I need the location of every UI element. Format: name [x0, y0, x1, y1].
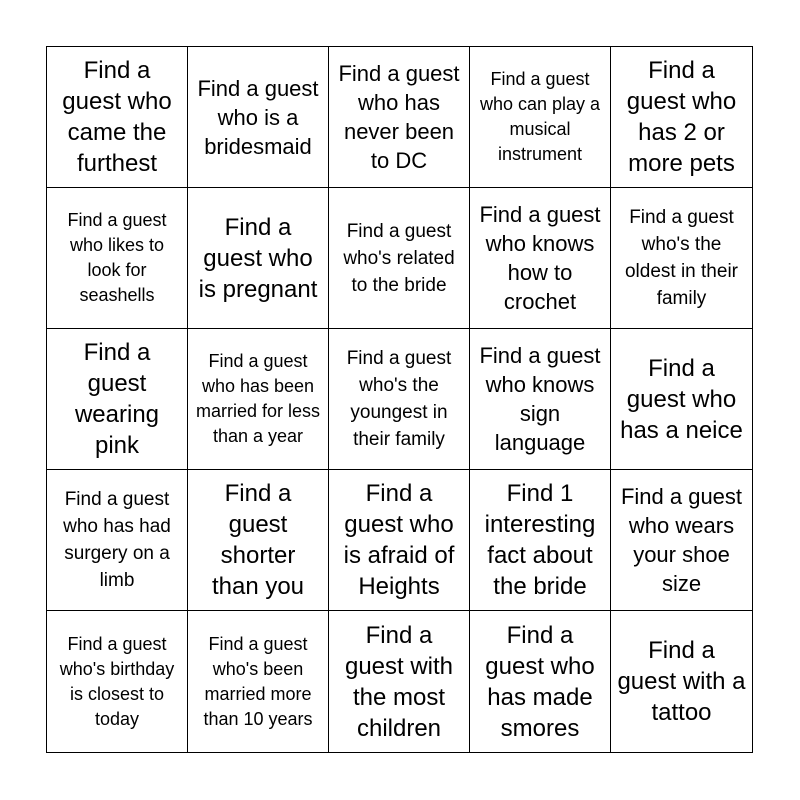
bingo-cell[interactable]: [470, 470, 611, 611]
bingo-cell-text: Find a guest shorter than you: [211, 480, 305, 600]
bingo-cell[interactable]: [188, 47, 329, 188]
bingo-cell-text: Find a guest who is pregnant: [198, 213, 318, 303]
bingo-cell[interactable]: [611, 329, 752, 470]
bingo-cell[interactable]: [470, 611, 611, 752]
bingo-cell-text: Find a guest who is a bridesmaid: [197, 75, 319, 159]
bingo-cell[interactable]: [188, 470, 329, 611]
bingo-cell[interactable]: [188, 329, 329, 470]
bingo-cell[interactable]: [329, 329, 470, 470]
bingo-cell[interactable]: [611, 188, 752, 329]
bingo-cell[interactable]: [188, 188, 329, 329]
bingo-cell[interactable]: [611, 611, 752, 752]
bingo-cell[interactable]: [329, 611, 470, 752]
bingo-board: [46, 46, 753, 753]
bingo-cell-text: Find a guest who knows sign language: [479, 343, 601, 455]
bingo-cell-text: Find a guest who's been married more than 10 years: [203, 633, 313, 729]
bingo-cell-text: Find a guest who came the furthest: [62, 57, 172, 177]
bingo-cell-text: Find 1 interesting fact about the bride: [484, 480, 596, 600]
bingo-cell[interactable]: [470, 188, 611, 329]
bingo-cell-text: Find a guest who has made smores: [485, 621, 595, 742]
bingo-cell[interactable]: [47, 470, 188, 611]
bingo-cell-text: Find a guest who has never been to DC: [338, 61, 460, 173]
bingo-cell-text: Find a guest who's the youngest in their family: [346, 348, 452, 450]
bingo-cell[interactable]: [470, 47, 611, 188]
bingo-cell-text: Find a guest who wears your shoe size: [620, 484, 743, 596]
bingo-cell-text: Find a guest wearing pink: [74, 339, 160, 459]
bingo-cell[interactable]: [329, 470, 470, 611]
bingo-cell-text: Find a guest who has 2 or more pets: [626, 57, 737, 177]
bingo-cell[interactable]: [47, 188, 188, 329]
bingo-cell-text: Find a guest who's birthday is closest to today: [59, 633, 175, 729]
bingo-cell-text: Find a guest who is afraid of Heights: [343, 480, 455, 600]
bingo-cell[interactable]: [611, 47, 752, 188]
bingo-cell[interactable]: [47, 47, 188, 188]
bingo-cell-text: Find a guest who has a neice: [620, 354, 743, 444]
bingo-cell-text: Find a guest who has been married for less than a year: [195, 351, 321, 446]
bingo-cell[interactable]: [188, 611, 329, 752]
bingo-cell[interactable]: [329, 47, 470, 188]
bingo-cell-text: Find a guest who likes to look for seashells: [67, 210, 167, 305]
bingo-cell[interactable]: [470, 329, 611, 470]
bingo-cell-text: Find a guest who has had surgery on a limb: [63, 489, 171, 591]
bingo-cell[interactable]: [611, 470, 752, 611]
bingo-cell-text: Find a guest who's related to the bride: [343, 220, 455, 296]
bingo-cell[interactable]: [329, 188, 470, 329]
bingo-cell[interactable]: [47, 329, 188, 470]
bingo-cell[interactable]: [47, 611, 188, 752]
bingo-cell-text: Find a guest who's the oldest in their family: [624, 207, 738, 309]
bingo-cell-text: Find a guest with the most children: [344, 621, 454, 742]
bingo-cell-text: Find a guest who can play a musical instrument: [479, 69, 601, 164]
bingo-cell-text: Find a guest with a tattoo: [617, 637, 746, 726]
bingo-cell-text: Find a guest who knows how to crochet: [479, 202, 601, 314]
